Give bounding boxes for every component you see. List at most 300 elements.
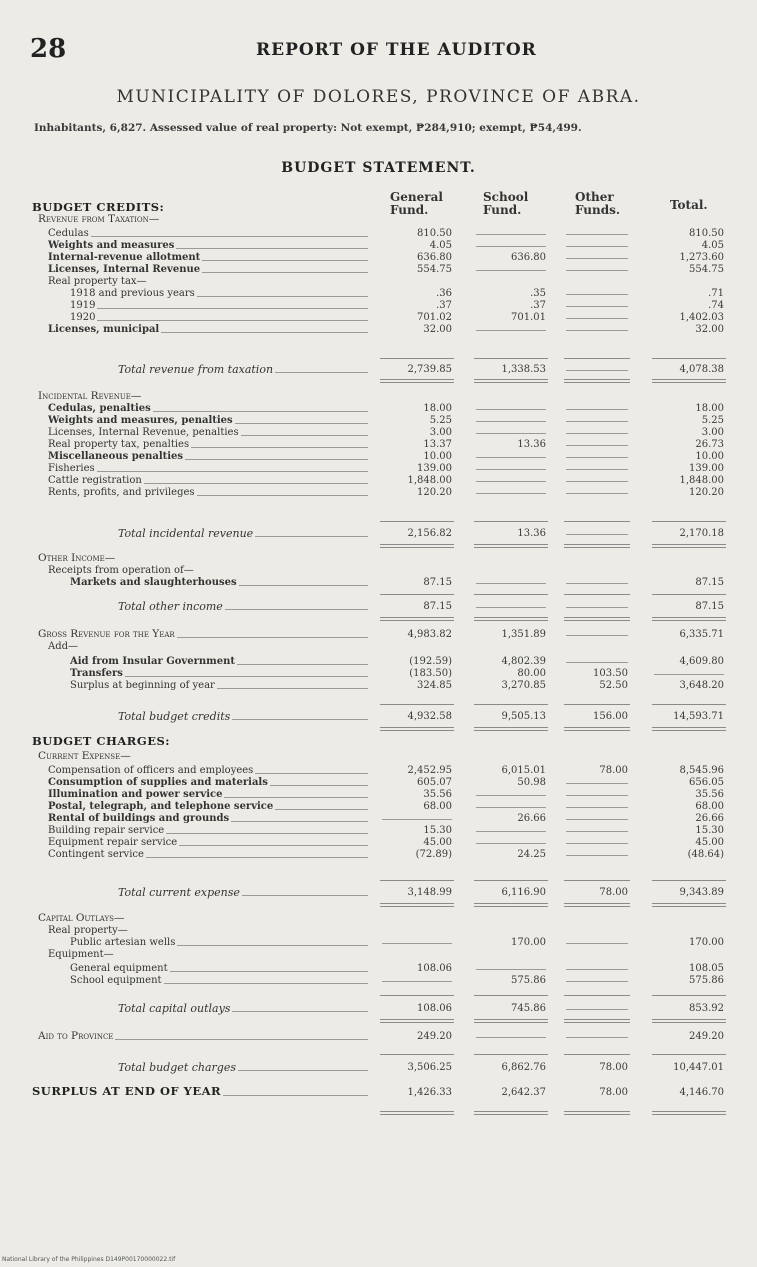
empty-cell-leader: [566, 981, 628, 982]
sum-rule: [474, 521, 548, 522]
leader-line: [191, 447, 368, 448]
total-value: 249.20: [689, 1031, 724, 1042]
double-total-rule: [380, 1019, 454, 1023]
leader-line: [232, 719, 368, 720]
empty-cell-leader: [476, 270, 546, 271]
leader-line: [125, 676, 368, 677]
total-value: .74: [708, 300, 724, 311]
row-label: Add—: [48, 641, 79, 652]
school-fund-value: 6,862.76: [501, 1062, 546, 1073]
row-label: Aid to Province: [38, 1030, 114, 1042]
empty-cell-leader: [476, 583, 546, 584]
row-label: Total revenue from taxation: [118, 363, 274, 376]
column-header-total: Total.: [670, 198, 708, 212]
leader-line: [177, 637, 368, 638]
table-row: [0, 680, 757, 691]
table-row: [0, 849, 757, 860]
general-fund-value: 108.06: [417, 1003, 452, 1014]
table-row: [0, 629, 757, 640]
empty-cell-leader: [382, 819, 452, 820]
general-fund-value: 2,156.82: [407, 528, 452, 539]
general-fund-value: 5.25: [429, 415, 452, 426]
general-fund-value: (183.50): [409, 668, 452, 679]
row-label: Licenses, municipal: [48, 324, 160, 335]
general-fund-value: 45.00: [423, 837, 452, 848]
leader-line: [241, 435, 368, 436]
table-row: [0, 765, 757, 776]
leader-line: [97, 308, 368, 309]
row-label: Revenue from Taxation—: [38, 213, 160, 225]
empty-cell-leader: [566, 409, 628, 410]
total-value: 1,848.00: [679, 475, 724, 486]
sum-rule: [380, 521, 454, 522]
general-fund-value: 4,983.82: [407, 629, 452, 640]
row-label: Equipment—: [48, 949, 114, 960]
empty-cell-leader: [566, 457, 628, 458]
sum-rule: [652, 358, 726, 359]
empty-cell-leader: [476, 246, 546, 247]
empty-cell-leader: [566, 662, 628, 663]
row-label: General equipment: [70, 963, 168, 974]
column-header-line: Fund.: [483, 203, 522, 217]
table-row: [0, 887, 757, 898]
table-row: [0, 391, 757, 402]
leader-line: [238, 1070, 368, 1071]
column-header-line: School: [483, 190, 529, 204]
total-value: 4,609.80: [679, 656, 724, 667]
general-fund-value: 3.00: [429, 427, 452, 438]
row-label: Weights and measures, penalties: [48, 415, 233, 426]
total-value: 10.00: [695, 451, 724, 462]
total-value: 4,146.70: [679, 1087, 724, 1098]
double-total-rule: [652, 903, 726, 907]
table-row: [0, 264, 757, 275]
total-value: 14,593.71: [673, 711, 724, 722]
sum-rule: [564, 995, 630, 996]
sum-rule: [474, 995, 548, 996]
row-label: School equipment: [70, 975, 162, 986]
row-label: Real property tax—: [48, 276, 147, 287]
table-row: [0, 312, 757, 323]
sum-rule: [380, 880, 454, 881]
table-row: [0, 214, 757, 225]
row-label: Postal, telegraph, and telephone service: [48, 801, 274, 812]
row-label: Rental of buildings and grounds: [48, 813, 230, 824]
double-total-rule: [380, 727, 454, 731]
table-row: [0, 288, 757, 299]
empty-cell-leader: [476, 831, 546, 832]
leader-line: [217, 688, 368, 689]
row-label: Compensation of officers and employees: [48, 765, 254, 776]
leader-line: [153, 411, 368, 412]
leader-line: [270, 785, 368, 786]
empty-cell-leader: [566, 1009, 628, 1010]
school-fund-value: 2,642.37: [501, 1087, 546, 1098]
empty-cell-leader: [476, 409, 546, 410]
general-fund-value: 701.02: [417, 312, 452, 323]
double-total-rule: [474, 727, 548, 731]
double-total-rule: [474, 1111, 548, 1115]
double-total-rule: [474, 903, 548, 907]
leader-line: [166, 833, 368, 834]
table-row: [0, 475, 757, 486]
statement-title: BUDGET STATEMENT.: [281, 160, 476, 176]
leader-line: [179, 845, 368, 846]
row-label: Total incidental revenue: [118, 527, 254, 540]
row-label: Surplus at beginning of year: [70, 680, 215, 691]
total-value: 9,343.89: [679, 887, 724, 898]
column-header-line: General: [390, 190, 443, 204]
column-header-line: Funds.: [575, 203, 621, 217]
empty-cell-leader: [566, 433, 628, 434]
general-fund-value: 108.06: [417, 963, 452, 974]
row-label: Receipts from operation of—: [48, 565, 194, 576]
double-total-rule: [474, 1019, 548, 1023]
school-fund-value: 636.80: [511, 252, 546, 263]
empty-cell-leader: [476, 330, 546, 331]
double-total-rule: [652, 544, 726, 548]
sum-rule: [380, 594, 454, 595]
row-label: Total current expense: [118, 886, 240, 899]
sum-rule: [564, 521, 630, 522]
general-fund-value: 18.00: [423, 403, 452, 414]
empty-cell-leader: [476, 421, 546, 422]
row-label: BUDGET CHARGES:: [32, 734, 171, 748]
double-total-rule: [652, 727, 726, 731]
table-row: [0, 734, 757, 748]
table-row: [0, 711, 757, 722]
sum-rule: [564, 704, 630, 705]
sum-rule: [564, 594, 630, 595]
empty-cell-leader: [654, 674, 724, 675]
table-row: [0, 463, 757, 474]
row-label: Internal-revenue allotment: [48, 252, 201, 263]
empty-cell-leader: [476, 795, 546, 796]
empty-cell-leader: [566, 843, 628, 844]
empty-cell-leader: [566, 783, 628, 784]
row-label: Contingent service: [48, 849, 144, 860]
empty-cell-leader: [566, 469, 628, 470]
table-row: [0, 751, 757, 762]
row-label: Equipment repair service: [48, 837, 178, 848]
double-total-rule: [564, 544, 630, 548]
empty-cell-leader: [476, 807, 546, 808]
general-fund-value: 87.15: [423, 601, 452, 612]
leader-line: [242, 895, 368, 896]
table-row: [0, 668, 757, 679]
total-value: 3,648.20: [679, 680, 724, 691]
general-fund-value: 2,739.85: [407, 364, 452, 375]
row-label: Illumination and power service: [48, 789, 223, 800]
leader-line: [161, 332, 368, 333]
other-funds-value: 78.00: [599, 1062, 628, 1073]
double-total-rule: [564, 1111, 630, 1115]
total-value: 3.00: [701, 427, 724, 438]
sum-rule: [380, 995, 454, 996]
school-fund-value: 701.01: [511, 312, 546, 323]
empty-cell-leader: [566, 294, 628, 295]
total-value: 656.05: [689, 777, 724, 788]
leader-line: [144, 483, 368, 484]
leader-line: [91, 236, 368, 237]
total-value: 4,078.38: [679, 364, 724, 375]
sum-rule: [652, 995, 726, 996]
sum-rule: [652, 880, 726, 881]
table-row: [0, 837, 757, 848]
empty-cell-leader: [566, 246, 628, 247]
table-row: [0, 240, 757, 251]
row-label: 1918 and previous years: [70, 288, 195, 299]
table-row: [0, 364, 757, 375]
table-row: [0, 451, 757, 462]
school-fund-value: 26.66: [517, 813, 546, 824]
total-value: 35.56: [695, 789, 724, 800]
school-fund-value: 50.98: [517, 777, 546, 788]
total-value: 8,545.96: [679, 765, 724, 776]
row-label: Consumption of supplies and materials: [48, 777, 268, 788]
empty-cell-leader: [566, 807, 628, 808]
table-row: [0, 913, 757, 924]
empty-cell-leader: [382, 943, 452, 944]
school-fund-value: 80.00: [517, 668, 546, 679]
running-head: REPORT OF THE AUDITOR: [256, 40, 537, 60]
empty-cell-leader: [566, 943, 628, 944]
total-value: 32.00: [695, 324, 724, 335]
school-fund-value: 1,351.89: [501, 629, 546, 640]
table-row: [0, 228, 757, 239]
other-funds-value: 78.00: [599, 887, 628, 898]
sum-rule: [652, 521, 726, 522]
row-label: Gross Revenue for the Year: [38, 628, 175, 640]
other-funds-value: 103.50: [593, 668, 628, 679]
sum-rule: [564, 880, 630, 881]
empty-cell-leader: [566, 819, 628, 820]
row-label: Total other income: [118, 600, 223, 613]
row-label: Real property—: [48, 925, 128, 936]
general-fund-value: 120.20: [417, 487, 452, 498]
sum-rule: [380, 1054, 454, 1055]
double-total-rule: [564, 617, 630, 621]
total-value: 68.00: [695, 801, 724, 812]
leader-line: [255, 536, 368, 537]
table-row: [0, 789, 757, 800]
empty-cell-leader: [476, 1037, 546, 1038]
table-row: [0, 427, 757, 438]
general-fund-value: 139.00: [417, 463, 452, 474]
row-label: Total budget charges: [118, 1061, 236, 1074]
row-label: Miscellaneous penalties: [48, 451, 184, 462]
row-label: BUDGET CREDITS:: [32, 200, 165, 214]
table-row: [0, 825, 757, 836]
sum-rule: [474, 594, 548, 595]
general-fund-value: 3,506.25: [407, 1062, 452, 1073]
empty-cell-leader: [566, 234, 628, 235]
leader-line: [170, 971, 368, 972]
leader-line: [185, 459, 368, 460]
double-total-rule: [380, 544, 454, 548]
double-total-rule: [380, 617, 454, 621]
general-fund-value: 249.20: [417, 1031, 452, 1042]
empty-cell-leader: [566, 795, 628, 796]
inhabitants-line: Inhabitants, 6,827. Assessed value of real property: Not exempt, ₱284,910; exempt, ₱54,499.: [34, 122, 582, 134]
total-value: 87.15: [695, 577, 724, 588]
leader-line: [225, 609, 368, 610]
total-value: 15.30: [695, 825, 724, 836]
double-total-rule: [564, 727, 630, 731]
double-total-rule: [474, 544, 548, 548]
general-fund-value: 324.85: [417, 680, 452, 691]
total-value: 2,170.18: [679, 528, 724, 539]
sum-rule: [474, 704, 548, 705]
total-value: 26.66: [695, 813, 724, 824]
general-fund-value: 4.05: [429, 240, 452, 251]
empty-cell-leader: [476, 433, 546, 434]
total-value: 554.75: [689, 264, 724, 275]
general-fund-value: (72.89): [415, 849, 452, 860]
row-label: 1919: [70, 300, 96, 311]
school-fund-value: 170.00: [511, 937, 546, 948]
empty-cell-leader: [476, 457, 546, 458]
double-total-rule: [380, 903, 454, 907]
total-value: 87.15: [695, 601, 724, 612]
other-funds-value: 156.00: [593, 711, 628, 722]
row-label: Licenses, Internal Revenue: [48, 264, 201, 275]
empty-cell-leader: [566, 1037, 628, 1038]
empty-cell-leader: [382, 981, 452, 982]
school-fund-value: 6,015.01: [501, 765, 546, 776]
leader-line: [197, 495, 368, 496]
general-fund-value: 4,932.58: [407, 711, 452, 722]
row-label: Current Expense—: [38, 750, 131, 762]
table-row: [0, 1031, 757, 1042]
leader-line: [231, 821, 368, 822]
sum-rule: [380, 704, 454, 705]
table-row: [0, 601, 757, 612]
general-fund-value: (192.59): [409, 656, 452, 667]
double-total-rule: [380, 1111, 454, 1115]
general-fund-value: 2,452.95: [407, 765, 452, 776]
double-total-rule: [652, 617, 726, 621]
double-total-rule: [474, 617, 548, 621]
table-row: [0, 925, 757, 936]
row-label: SURPLUS AT END OF YEAR: [32, 1084, 222, 1098]
empty-cell-leader: [566, 831, 628, 832]
leader-line: [197, 296, 368, 297]
table-row: [0, 439, 757, 450]
empty-cell-leader: [476, 481, 546, 482]
leader-line: [177, 945, 368, 946]
table-row: [0, 403, 757, 414]
school-fund-value: 9,505.13: [501, 711, 546, 722]
table-row: [0, 813, 757, 824]
table-row: [0, 1003, 757, 1014]
scan-footer: National Library of the Philippines D149P00170000022.tif: [2, 1256, 176, 1263]
general-fund-value: 3,148.99: [407, 887, 452, 898]
general-fund-value: 15.30: [423, 825, 452, 836]
empty-cell-leader: [476, 843, 546, 844]
sum-rule: [474, 358, 548, 359]
leader-line: [237, 664, 368, 665]
total-value: .71: [708, 288, 724, 299]
school-fund-value: 575.86: [511, 975, 546, 986]
row-label: Markets and slaughterhouses: [70, 577, 237, 588]
table-row: [0, 949, 757, 960]
sum-rule: [564, 1054, 630, 1055]
row-label: Total budget credits: [118, 710, 231, 723]
empty-cell-leader: [566, 318, 628, 319]
leader-line: [176, 248, 368, 249]
empty-cell-leader: [566, 534, 628, 535]
row-label: Other Income—: [38, 552, 116, 564]
empty-cell-leader: [476, 493, 546, 494]
school-fund-value: 3,270.85: [501, 680, 546, 691]
table-row: [0, 252, 757, 263]
total-value: 45.00: [695, 837, 724, 848]
leader-line: [224, 797, 368, 798]
general-fund-value: 68.00: [423, 801, 452, 812]
general-fund-value: 1,426.33: [407, 1087, 452, 1098]
row-label: Cedulas, penalties: [48, 403, 151, 414]
general-fund-value: .36: [436, 288, 452, 299]
total-value: 26.73: [695, 439, 724, 450]
table-row: [0, 777, 757, 788]
total-value: (48.64): [687, 849, 724, 860]
empty-cell-leader: [566, 330, 628, 331]
table-row: [0, 300, 757, 311]
leader-line: [97, 471, 368, 472]
total-value: 18.00: [695, 403, 724, 414]
double-total-rule: [652, 1111, 726, 1115]
sum-rule: [474, 880, 548, 881]
table-row: [0, 656, 757, 667]
leader-line: [97, 320, 368, 321]
total-value: 170.00: [689, 937, 724, 948]
other-funds-value: 78.00: [599, 765, 628, 776]
table-row: [0, 1062, 757, 1073]
row-label: Cattle registration: [48, 475, 142, 486]
sum-rule: [652, 594, 726, 595]
total-value: 10,447.01: [673, 1062, 724, 1073]
empty-cell-leader: [566, 270, 628, 271]
column-header-line: Fund.: [390, 203, 429, 217]
empty-cell-leader: [566, 635, 628, 636]
page-number: 28: [30, 34, 67, 64]
table-row: [0, 415, 757, 426]
school-fund-value: .35: [530, 288, 546, 299]
total-value: 1,402.03: [679, 312, 724, 323]
empty-cell-leader: [566, 306, 628, 307]
row-label: Cedulas: [48, 228, 89, 239]
total-value: 6,335.71: [679, 629, 724, 640]
row-label: Fisheries: [48, 463, 95, 474]
general-fund-value: 10.00: [423, 451, 452, 462]
total-value: 120.20: [689, 487, 724, 498]
total-value: 853.92: [689, 1003, 724, 1014]
table-row: [0, 937, 757, 948]
table-row: [0, 975, 757, 986]
general-fund-value: 13.37: [423, 439, 452, 450]
school-fund-value: 24.25: [517, 849, 546, 860]
double-total-rule: [564, 379, 630, 383]
table-row: [0, 324, 757, 335]
other-funds-value: 78.00: [599, 1087, 628, 1098]
double-total-rule: [474, 379, 548, 383]
row-label: Weights and measures: [48, 240, 175, 251]
table-row: [0, 565, 757, 576]
empty-cell-leader: [476, 469, 546, 470]
total-value: 139.00: [689, 463, 724, 474]
empty-cell-leader: [566, 370, 628, 371]
